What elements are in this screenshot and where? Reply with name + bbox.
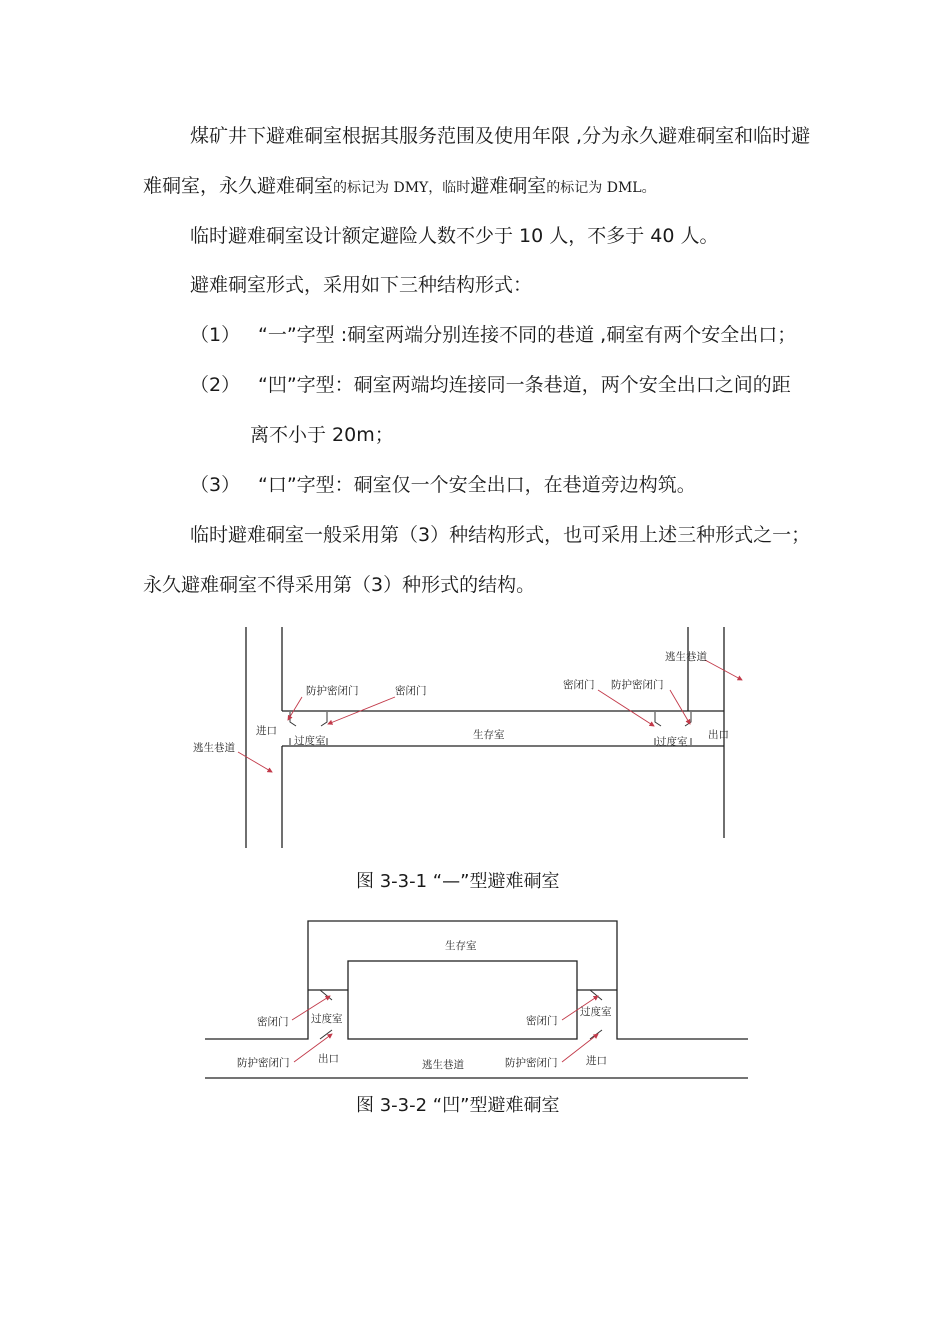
label-sealed-door-left: 密闭门 xyxy=(257,1016,289,1028)
text-run: 难硐室，永久避难硐室 xyxy=(143,175,334,197)
label-survival-room: 生存室 xyxy=(445,940,477,952)
label-entrance: 进口 xyxy=(586,1055,607,1067)
paragraph-3: 避难硐室形式，采用如下三种结构形式： xyxy=(190,274,533,296)
label-sealed-door-left: 密闭门 xyxy=(395,685,427,697)
text-run: 避难硐室 xyxy=(470,175,547,197)
paragraph-1-line-1: 煤矿井下避难硐室根据其服务范围及使用年限 ,分为永久避难硐室和临时避 xyxy=(190,125,811,147)
list-item-1-text: “一”字型 :硐室两端分别连接不同的巷道 ,硐室有两个安全出口； xyxy=(258,324,797,346)
label-escape-left: 逃生巷道 xyxy=(193,742,235,754)
label-protective-door-right: 防护密闭门 xyxy=(505,1057,558,1069)
label-protective-door-right: 防护密闭门 xyxy=(611,679,664,691)
label-transition-left: 过度室 xyxy=(294,735,326,747)
label-sealed-door-right: 密闭门 xyxy=(563,679,595,691)
list-item-2-number: （2） xyxy=(190,374,241,396)
label-transition-right: 过度室 xyxy=(580,1006,612,1018)
label-protective-door-left: 防护密闭门 xyxy=(306,685,359,697)
text-run-small: 的标记为 DML。 xyxy=(546,180,656,196)
list-item-2-continuation: 离不小于 20m； xyxy=(250,424,394,446)
label-transition-left: 过度室 xyxy=(311,1013,343,1025)
label-transition-right: 过度室 xyxy=(656,736,688,748)
label-escape-right: 逃生巷道 xyxy=(665,651,707,663)
label-entrance: 进口 xyxy=(256,725,277,737)
label-escape-tunnel: 逃生巷道 xyxy=(422,1059,464,1071)
text-run-small: 的标记为 DMY，临时 xyxy=(333,180,471,196)
figure-1-caption: 图 3-3-1 “—”型避难硐室 xyxy=(356,871,560,892)
label-exit: 出口 xyxy=(318,1053,339,1065)
list-item-3-text: “口”字型：硐室仅一个安全出口，在巷道旁边构筑。 xyxy=(258,474,696,496)
label-sealed-door-right: 密闭门 xyxy=(526,1015,558,1027)
paragraph-4-line-1: 临时避难硐室一般采用第（3）种结构形式，也可采用上述三种形式之一； xyxy=(190,524,811,546)
list-item-1-number: （1） xyxy=(190,324,241,346)
list-item-2-text: “凹”字型：硐室两端均连接同一条巷道，两个安全出口之间的距 xyxy=(258,374,791,396)
label-protective-door-left: 防护密闭门 xyxy=(237,1057,290,1069)
label-survival-room: 生存室 xyxy=(473,729,505,741)
figure-2-caption: 图 3-3-2 “凹”型避难硐室 xyxy=(356,1095,560,1116)
label-exit: 出口 xyxy=(708,729,729,741)
paragraph-2: 临时避难硐室设计额定避险人数不少于 10 人，不多于 40 人。 xyxy=(190,225,719,247)
paragraph-4-line-2: 永久避难硐室不得采用第（3）种形式的结构。 xyxy=(143,574,536,596)
list-item-3-number: （3） xyxy=(190,474,241,496)
